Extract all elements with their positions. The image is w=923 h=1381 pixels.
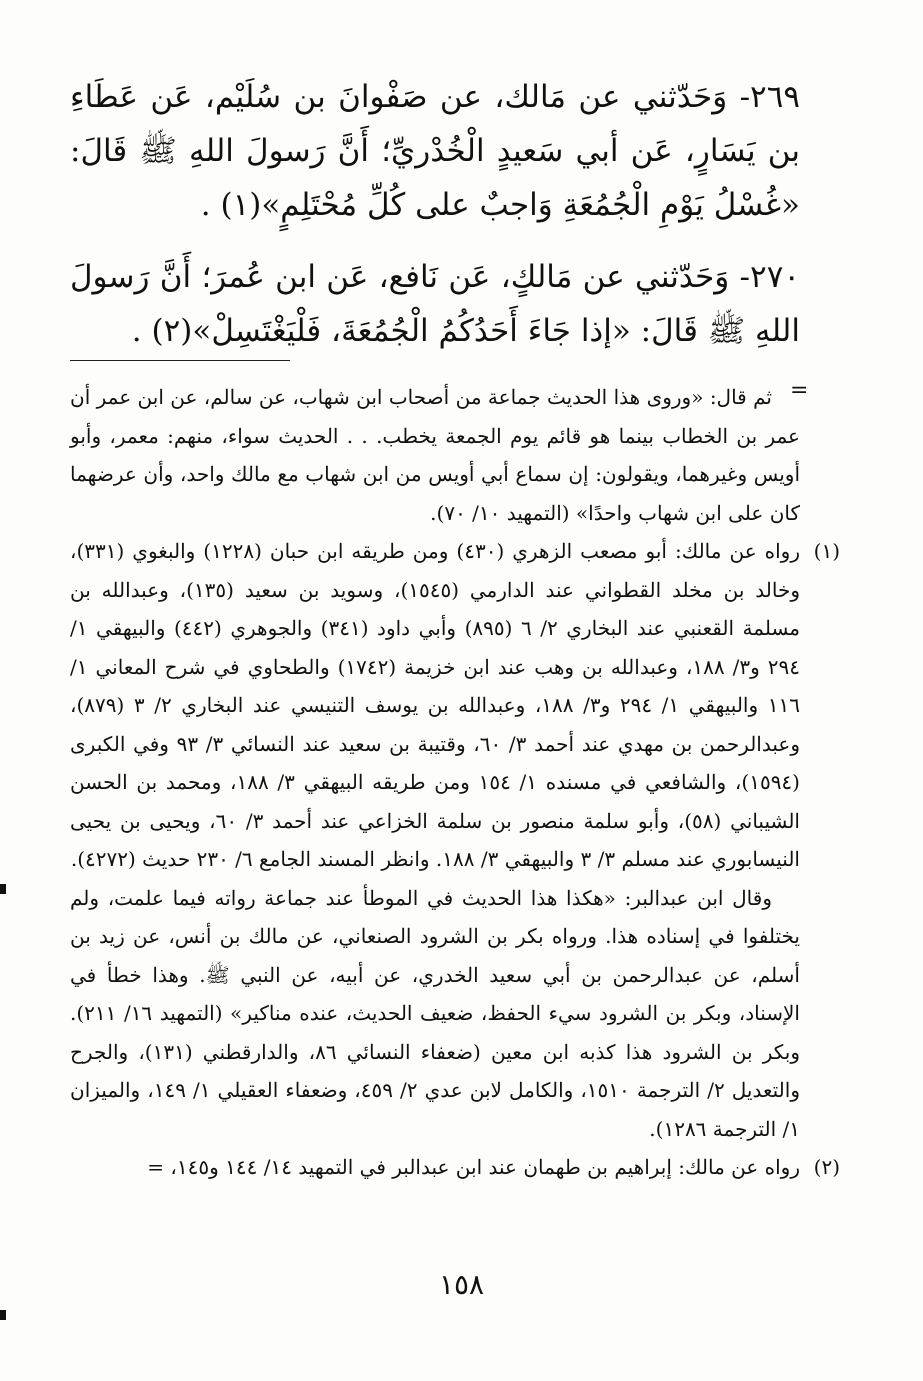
footnote-separator <box>70 360 290 361</box>
footnote-continuation: ثم قال: «وروى هذا الحديث جماعة من أصحاب ابن شهاب، عن سالم، عن ابن عمر أن عمر بن الخطاب بينما هو قائم يوم الجمعة يخطب. . . الحديث سواء، منهم: معمر، وأبو أويس وغيرهما، ويقولون: إن سماع أبي أويس من ابن شهاب مع مالك واحد، وأن عرضهما كان على ابن شهاب واحدًا» (التمهيد ١٠/ ٧٠). <box>70 385 800 525</box>
hadith-269: ٢٦٩- وَحَدّثني عن مَالك، عن صَفْوانَ بن سُلَيْم، عَن عَطَاءِ بن يَسَارٍ، عَن أبي سَعيدٍ الْخُدْريِّ؛ أَنَّ رَسولَ اللهِ ﷺ قَالَ: «غُسْلُ يَوْمِ الْجُمُعَةِ وَاجبٌ على كُلِّ مُحْتَلِمٍ»(١) . <box>70 79 800 223</box>
footnotes <box>70 378 840 1187</box>
footnote-1-text: رواه عن مالك: أبو مصعب الزهري (٤٣٠) ومن طريقه ابن حبان (١٢٢٨) والبغوي (٣٣١)، وخالد بن مخلد القطواني عند الدارمي (١٥٤٥)، وسويد بن سعيد (١٣٥)، وعبدالله بن مسلمة القعنبي عند البخاري ٢/ ٦ (٨٩٥) وأبي داود (٣٤١) والجوهري (٤٤٢) والبيهقي ١/ ٢٩٤ و٣/ ١٨٨، وعبدالله بن وهب عند ابن خزيمة (١٧٤٢) والطحاوي في شرح المعاني ١/ ١١٦ والبيهقي ١/ ٢٩٤ و٣/ ١٨٨، وعبدالله بن يوسف التنيسي عند البخاري ٢/ ٣ (٨٧٩)، وعبدالرحمن بن مهدي عند أحمد ٣/ ٦٠، وقتيبة بن سعيد عند النسائي ٣/ ٩٣ وفي الكبرى (١٥٩٤)، والشافعي في مسنده ١/ ١٥٤ ومن طريقه البيهقي ٣/ ١٨٨، ومحمد بن الحسن الشيباني (٥٨)، وأبو سلمة منصور بن سلمة الخزاعي عند أحمد ٣/ ٦٠، ويحيى بن يحيى النيسابوري عند مسلم ٣/ ٣ والبيهقي ٣/ ١٨٨. وانظر المسند الجامع ٦/ ٢٣٠ حديث (٤٢٧٢). <box>70 539 801 871</box>
page-number: ١٥٨ <box>438 1268 485 1301</box>
footnote-1-continued: وقال ابن عبدالبر: «هكذا هذا الحديث في الموطأ عند جماعة رواته فيما علمت، ولم يختلفوا في إسناده هذا. ورواه بكر بن الشرود الصنعاني، عن مالك بن أنس، عن زيد بن أسلم، عن عبدالرحمن بن أبي سعيد الخدري، عن أبيه، عن النبي ﷺ. وهذا خطأ في الإسناد، وبكر بن الشرود سيء الحفظ، ضعيف الحديث، عنده مناكير» (التمهيد ١٦/ ٢١١). وبكر بن الشرود هذا كذبه ابن معين (ضعفاء النسائي ٨٦، والدارقطني (١٣١)، والجرح والتعديل ٢/ الترجمة ١٥١٠، والكامل لابن عدي ٢/ ٤٥٩، وضعفاء العقيلي ١/ ١٤٩، والميزان ١/ الترجمة ١٢٨٦). <box>70 885 801 1141</box>
footnote-2 <box>70 1148 840 1187</box>
footnote-1-marker: (١) <box>813 539 840 563</box>
continuation-mark: = <box>790 378 809 403</box>
footnote-1 <box>70 532 840 879</box>
scan-edge-mark <box>0 884 6 894</box>
hadith-270: ٢٧٠- وَحَدّثني عن مَالكٍ، عَن نَافع، عَن ابن عُمرَ؛ أَنَّ رَسولَ اللهِ ﷺ قَالَ: «إذا جَاءَ أَحَدُكُمُ الْجُمُعَةَ، فَلْيَغْتَسِلْ»(٢) . <box>70 259 800 349</box>
footnote-2-text: رواه عن مالك: إبراهيم بن طهمان عند ابن عبدالبر في التمهيد ١٤/ ١٤٤ و١٤٥، = <box>147 1155 800 1179</box>
scan-edge-mark <box>0 1310 6 1320</box>
main-text <box>70 70 800 376</box>
footnote-2-marker: (٢) <box>813 1155 840 1179</box>
